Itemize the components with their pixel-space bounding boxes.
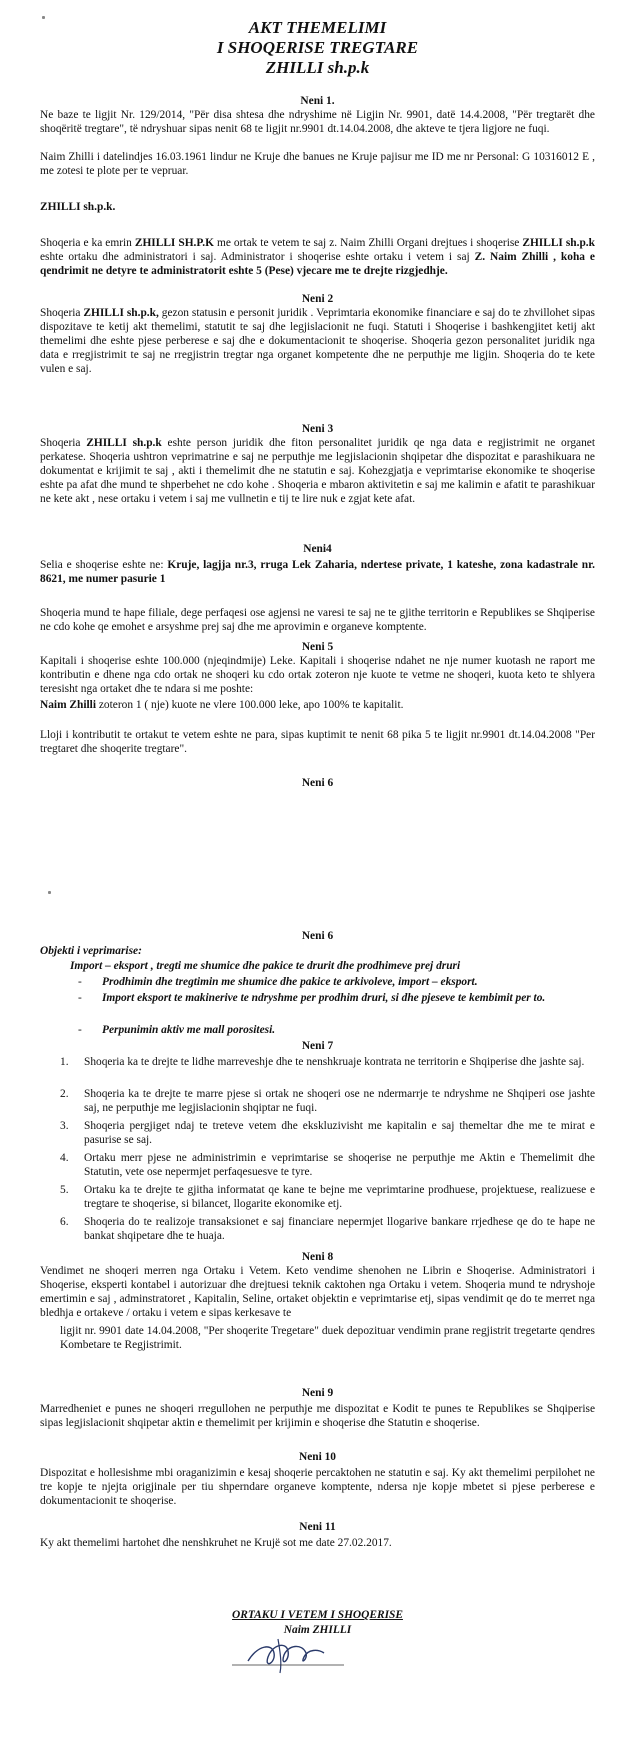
list-dash: - (78, 1024, 82, 1036)
handwritten-signature (228, 1635, 348, 1675)
document-page-1 (0, 0, 635, 855)
article-8-paragraph-2: ligjit nr. 9901 date 14.04.2008, "Per shoqerite Tregetare" duek depozituar vendimin prane regjistrit tregetarte qendres Kombetare te Regjistrimit. (60, 1325, 595, 1351)
administration-paragraph: Shoqeria e ka emrin ZHILLI SH.P.K me ortak te vetem te saj z. Naim Zhilli Organi drejtues i shoqerise ZHILLI sh.p.k eshte ortaku dhe administratori i saj. Administrator i shoqerise eshte ortaku i vetem i saj Z. Naim Zhilli , koha e qendrimit ne detyre te administratorit eshte 5 (Pese) vjecare me te drejte rizgjedhje. (40, 237, 595, 277)
article-4-paragraph-1: Selia e shoqerise eshte ne: Kruje, lagjja nr.3, rruga Lek Zaharia, ndertese private, 1 kateshe, zona kadastrale nr. 8621, me numer pasurie 1 (40, 559, 595, 585)
article-7-item: 1. Shoqeria ka te drejte te lidhe marreveshje dhe te nenshkruaje kontrata ne territorin e Shqiperise dhe jashte saj. (60, 1056, 585, 1068)
article-11-heading: Neni 11 (299, 1521, 336, 1533)
article-9-heading: Neni 9 (301, 1387, 334, 1399)
list-dash: - (78, 976, 82, 988)
article-4-paragraph-2: Shoqeria mund te hape filiale, dege perfaqesi ose agjensi ne varesi te saj ne te gjithe territorin e Republikes se Shqiperise ne cdo kohe qe emohet e arsyshme prej saj dhe me aprovimin e organeve komptente. (40, 607, 595, 633)
article-6-page-footer: Neni 6 (301, 777, 334, 789)
article-1-paragraph-2: Naim Zhilli i datelindjes 16.03.1961 lindur ne Kruje dhe banues ne Kruje pajisur me ID me nr Personal: G 10316012 E , me zotesi te plote per te vepruar. (40, 151, 595, 177)
article-7-item: 4. Ortaku merr pjese ne administrimin e veprimtarise se shoqerise ne perputhje me Aktin e Themelimit dhe Statutin, vete ose nepermjet perfaqesuesve te tyre. (60, 1152, 595, 1178)
business-object-title: Objekti i veprimarise: (40, 945, 142, 957)
article-7-item: 6. Shoqeria do te realizoje transaksionet e saj financiare nepermjet llogarive bankare rrjedhese qe do te hape ne bankat shqipetare dhe te huaja. (60, 1216, 595, 1242)
article-1-heading: Neni 1. (300, 95, 335, 107)
article-7-item: 2. Shoqeria ka te drejte te marre pjese si ortak ne shoqeri ose ne ndermarrje te ndryshme ne Shqiperi ose jashte saj, ne perputhje me legjislacionin shqiptar ne fuqi. (60, 1088, 595, 1114)
article-5-share-line: Naim Zhilli zoteron 1 ( nje) kuote ne vlere 100.000 leke, apo 100% te kapitalit. (40, 699, 404, 711)
business-object-item: - Import eksport te makinerive te ndryshme per prodhim druri, si dhe pjeseve te kembimit per to. (78, 992, 546, 1004)
article-5-heading: Neni 5 (301, 641, 334, 653)
list-dash: - (78, 992, 82, 1004)
article-6-heading: Neni 6 (301, 930, 334, 942)
article-3-heading: Neni 3 (301, 423, 334, 435)
article-7-heading: Neni 7 (301, 1040, 334, 1052)
article-9-paragraph: Marredheniet e punes ne shoqeri rregullohen ne perputhje me dispozitat e Kodit te punes te Republikes se Shqiperise sipas legjislacionit shqipetar aktin e themelimit per krijimin e shoqerise dhe Statutin e shoqerise. (40, 1403, 595, 1429)
article-2-heading: Neni 2 (301, 293, 334, 305)
article-10-paragraph: Dispozitat e hollesishme mbi oraganizimin e kesaj shoqerie percaktohen ne statutin e saj. Ky akt themelimi perpilohet ne tre kopje te njejta origjinale per tiu shperndare organeve komptente, ndersa nje kopje mbetet si pjese perberese e dokumentacionit te shoqerise. (40, 1467, 595, 1507)
article-2-paragraph: Shoqeria ZHILLI sh.p.k, gezon statusin e personit juridik . Veprimtaria ekonomike financiare e saj do te zhvillohet sipas dispozitave te ketij akt themelimi, statutit te saj dhe legjislacionit ne fuqi. Statuti i Shoqerise i bashkengjitet ketij akt themelimi dhe eshte pjese perberese e saj dhe e dokumentacionit te shoqerise. Shoqeria gezon personalitet juridik nga data e rregjistrimit te saj ne rregjistrin tregtar nga organet kompetente dhe ne perputhje me ligjin. Shoqeria do te kete vulen e saj. (40, 307, 595, 375)
article-8-heading: Neni 8 (301, 1251, 334, 1263)
document-title-line-3: ZHILLI sh.p.k (265, 58, 370, 77)
document-page-2 (0, 855, 635, 1744)
article-5-paragraph-3: Lloji i kontributit te ortakut te vetem eshte ne para, sipas kuptimit te nenit 68 pika 5 te ligjit nr.9901 dt.14.04.2008 "Per tregtaret dhe shoqerite tregtare". (40, 729, 595, 755)
article-1-paragraph-1: Ne baze te ligjit Nr. 129/2014, "Për disa shtesa dhe ndryshime në Ligjin Nr. 9901, datë 14.4.2008, "Për tregtarët dhe shoqëritë tregtare", të ndryshuar sipas nenit 68 te ligjit nr.9901 dt.14.04.2008, dhe akteve te tjera ligjore ne fuqi. (40, 109, 595, 135)
business-object-item: - Perpunimin aktiv me mall porositesi. (78, 1024, 276, 1036)
scan-speck (48, 891, 51, 894)
article-10-heading: Neni 10 (298, 1451, 337, 1463)
business-object-intro: Import – eksport , tregti me shumice dhe pakice te drurit dhe prodhimeve prej druri (70, 960, 461, 972)
article-8-paragraph-1: Vendimet ne shoqeri merren nga Ortaku i Vetem. Keto vendime shenohen ne Librin e Shoqerise. Administratori i Shoqerise, eksperti kontabel i autorizuar dhe drejtuesi teknik caktohen nga Ortaku i vetem. Shoqeria mund te ndryshoje emertimin e saj , adminstratoret , Kapitalin, Seline, ortaket objektin e veprimtarise etj, sipas vendimit qe do te merret nga bledhja e ortakeve / ortaku i vetem e sipas kerkesave te (40, 1265, 595, 1319)
signatory-role: ORTAKU I VETEM I SHOQERISE (232, 1609, 403, 1621)
business-object-item: - Prodhimin dhe tregtimin me shumice dhe pakice te arkivoleve, import – eksport. (78, 976, 478, 988)
company-label: ZHILLI sh.p.k. (40, 201, 116, 213)
document-title-line-1: AKT THEMELIMI (248, 18, 387, 37)
article-4-heading: Neni4 (303, 543, 332, 555)
article-7-item: 3. Shoqeria pergjiget ndaj te treteve vetem dhe ekskluzivisht me kapitalin e saj themeltar dhe me te mirat e pasurise se saj. (60, 1120, 595, 1146)
article-3-paragraph: Shoqeria ZHILLI sh.p.k eshte person juridik dhe fiton personalitet juridik qe nga data e regjistrimit ne organet perkatese. Shoqeria ushtron veprimatrine e saj ne perputhje me legjislacionin shqipetar dhe dispozitat e parashikuara ne dokumentat e krijimit te saj , akti i themelimit dhe ne statutin e saj. Kohezgjatja e veprimtarise ekonomike te shoqerise eshte pa afat dhe mund te shperbehet ne cdo kohe . Shoqeria e mbaron aktivitetin e saj me kalimin e afatit te parashikuar ne kete akt , nese ortaku i vetem i saj me vullnetin e tij te lire nuk e zgjat kete afat. (40, 437, 596, 505)
article-5-paragraph-1: Kapitali i shoqerise eshte 100.000 (njeqindmije) Leke. Kapitali i shoqerise ndahet ne nje numer kuotash ne raport me kontributin e dhene nga cdo ortak ne shoqeri ku cdo ortak zoteron nje kuote te vetme ne shoqeri, kuota keto te shlyera teresisht nga ortaket dhe te ndara si me poshte: (40, 655, 595, 695)
article-7-item: 5. Ortaku ka te drejte te gjitha informatat qe kane te bejne me veprimtarine prodhuese, projektuese, realizuese e tregtare te shoqerise, si bilancet, llogarite ekonomike etj. (60, 1184, 595, 1210)
signatory-name: Naim ZHILLI (283, 1624, 352, 1636)
article-11-paragraph: Ky akt themelimi hartohet dhe nenshkruhet ne Krujë sot me date 27.02.2017. (40, 1537, 392, 1549)
document-title-line-2: I SHOQERISE TREGTARE (216, 38, 419, 57)
